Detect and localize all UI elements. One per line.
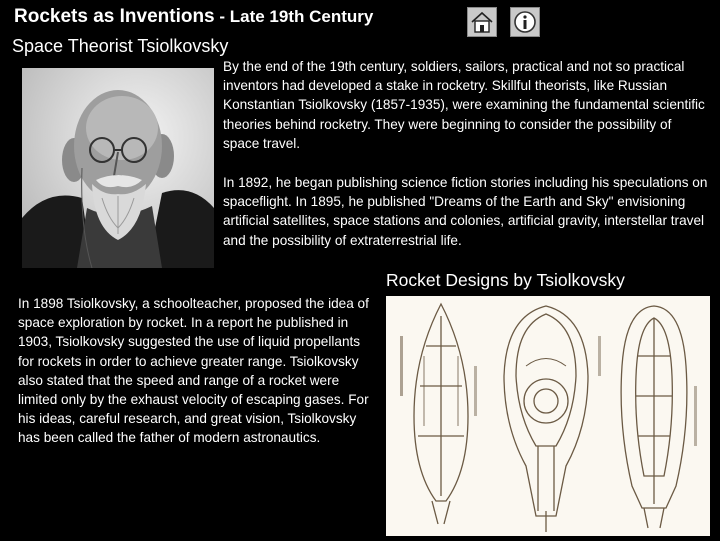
page-title [14, 6, 373, 28]
rocket-designs-sketch [386, 296, 710, 536]
tsiolkovsky-portrait [22, 68, 214, 268]
intro-paragraph: By the end of the 19th century, soldiers, sailors, practical and not so practical inventors had developed a stake in rocketry. Skillful theorists, like Russian Konstantian Tsiolkovsky (1857-1935), were examining the fundamental scientific theories behind rocketry. They were beginning to consider the possibility of space travel. [223, 59, 705, 151]
liquid-propellant-paragraph: In 1898 Tsiolkovsky, a schoolteacher, proposed the idea of space exploration by rocket. In a report he published in 1903, Tsiolkovsky suggested the use of liquid propellants for rockets in order to achieve greater range. Tsiolkovsky also stated that the speed and range of a rocket were limited only by the exhaust velocity of escaping gases. For his ideas, careful research, and great vision, Tsiolkovsky has been called the father of modern astronautics. [18, 296, 369, 446]
page-title-main: Rockets as Inventions [14, 6, 215, 27]
science-fiction-paragraph: In 1892, he began publishing science fiction stories including his speculations on spaceflight. In 1895, he published "Dreams of the Earth and Sky" envisioning artificial satellites, space stations and colonies, artificial gravity, interstellar travel and the possibility of extraterrestrial life. [223, 175, 708, 248]
home-icon [468, 8, 496, 36]
info-button[interactable] [510, 7, 540, 37]
rocket-designs-caption: Rocket Designs by Tsiolkovsky [386, 270, 625, 290]
page-title-sub: - Late 19th Century [214, 7, 374, 26]
page-subtitle: Space Theorist Tsiolkovsky [12, 36, 229, 56]
info-icon [511, 8, 539, 36]
home-button[interactable] [467, 7, 497, 37]
